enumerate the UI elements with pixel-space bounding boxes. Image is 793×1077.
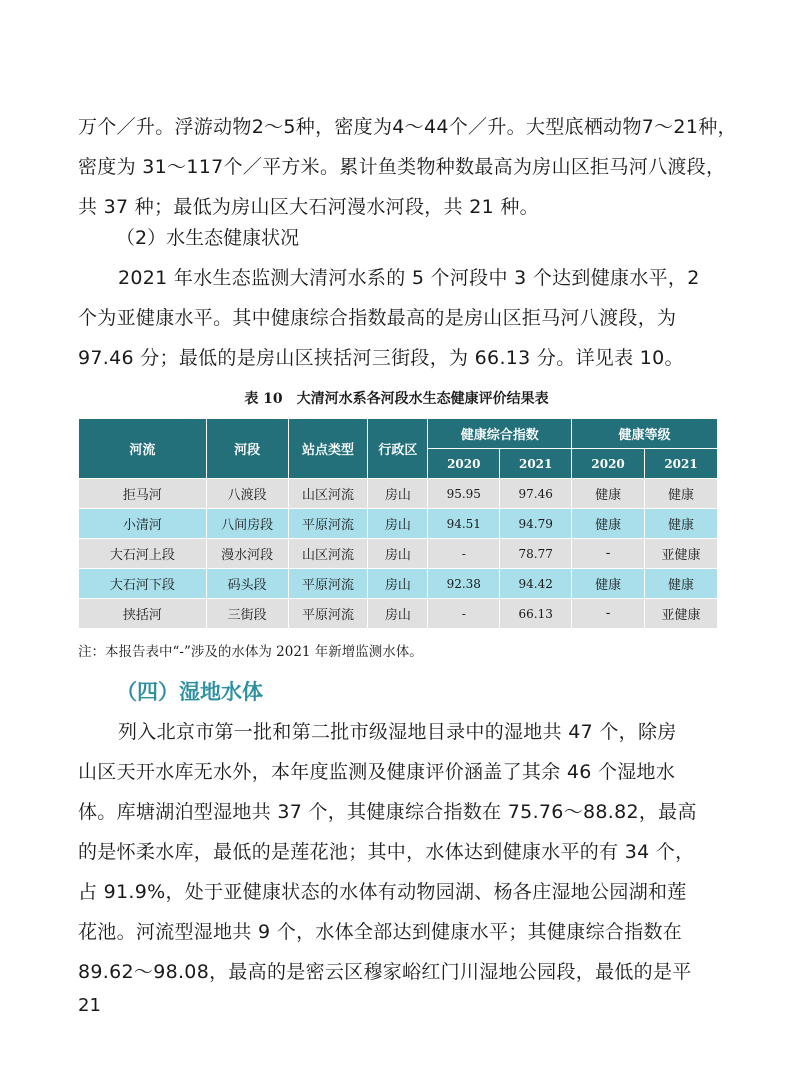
paragraph-plankton-benthos [78,107,737,227]
table-row [79,479,718,509]
cell-index-2020: - [428,599,500,629]
header-grade-2020: 2020 [572,449,645,479]
cell-section: 八间房段 [206,509,288,539]
header-grade-2021: 2021 [645,449,718,479]
table-row [79,509,718,539]
cell-river: 拒马河 [79,479,207,509]
header-district: 行政区 [368,419,428,479]
cell-section: 八渡段 [206,479,288,509]
header-river: 河流 [79,419,207,479]
table-caption: 表 10 大清河水系各河段水生态健康评价结果表 [244,391,549,407]
cell-section: 码头段 [206,569,288,599]
cell-index-2021: 66.13 [500,599,572,629]
cell-index-2020: 95.95 [428,479,500,509]
subheading-eco-health: （2）水生态健康状况 [116,227,300,249]
text-line: 山区天开水库无水外，本年度监测及健康评价涵盖了其余 46 个湿地水 [78,761,676,783]
cell-district: 房山 [368,569,428,599]
header-health-index: 健康综合指数 [428,419,572,449]
cell-district: 房山 [368,539,428,569]
paragraph-eco-health [78,258,718,378]
cell-grade-2020: 健康 [572,569,645,599]
text-line: 个为亚健康水平。其中健康综合指数最高的是房山区拒马河八渡段，为 [78,307,677,329]
cell-grade-2020: 健康 [572,509,645,539]
text-line: 的是怀柔水库，最低的是莲花池；其中，水体达到健康水平的有 34 个， [78,841,695,863]
cell-grade-2021: 亚健康 [645,539,718,569]
page-number: 21 [78,995,101,1016]
text-line: 万个／升。浮游动物2～5种，密度为4～44个／升。大型底栖动物7～21种， [78,116,737,138]
text-line: 体。库塘湖泊型湿地共 37 个，其健康综合指数在 75.76～88.82，最高 [78,801,697,823]
header-index-2020: 2020 [428,449,500,479]
cell-index-2021: 94.42 [500,569,572,599]
cell-grade-2020: - [572,539,645,569]
health-evaluation-table [78,418,718,629]
cell-district: 房山 [368,479,428,509]
cell-district: 房山 [368,509,428,539]
table-row [79,539,718,569]
cell-district: 房山 [368,599,428,629]
cell-river: 大石河下段 [79,569,207,599]
header-site-type: 站点类型 [288,419,368,479]
text-line: 占 91.9%，处于亚健康状态的水体有动物园湖、杨各庄湿地公园湖和莲 [78,881,687,903]
text-line: 89.62～98.08，最高的是密云区穆家峪红门川湿地公园段，最低的是平 [78,961,692,983]
text-line: 列入北京市第一批和第二批市级湿地目录中的湿地共 47 个，除房 [118,721,677,743]
cell-site-type: 山区河流 [288,479,368,509]
cell-river: 小清河 [79,509,207,539]
cell-index-2020: 94.51 [428,509,500,539]
text-line: 花池。河流型湿地共 9 个，水体全部达到健康水平；其健康综合指数在 [78,921,683,943]
cell-site-type: 平原河流 [288,509,368,539]
text-line: 密度为 31～117个／平方米。累计鱼类物种数最高为房山区拒马河八渡段， [78,156,726,178]
cell-index-2021: 97.46 [500,479,572,509]
cell-grade-2021: 健康 [645,569,718,599]
cell-index-2020: 92.38 [428,569,500,599]
cell-section: 三街段 [206,599,288,629]
cell-site-type: 平原河流 [288,569,368,599]
cell-grade-2021: 健康 [645,479,718,509]
cell-index-2021: 78.77 [500,539,572,569]
text-line: 97.46 分；最低的是房山区挟括河三街段，为 66.13 分。详见表 10。 [78,347,684,369]
cell-index-2020: - [428,539,500,569]
cell-river: 大石河上段 [79,539,207,569]
table-note: 注：本报告表中“-”涉及的水体为 2021 年新增监测水体。 [78,644,423,660]
header-section: 河段 [206,419,288,479]
text-line: 共 37 种；最低为房山区大石河漫水河段，共 21 种。 [78,196,539,218]
cell-grade-2021: 健康 [645,509,718,539]
cell-site-type: 山区河流 [288,539,368,569]
table-row [79,569,718,599]
header-health-grade: 健康等级 [572,419,718,449]
section-heading-wetlands: （四）湿地水体 [116,680,263,704]
paragraph-wetlands [78,712,718,992]
cell-section: 漫水河段 [206,539,288,569]
header-index-2021: 2021 [500,449,572,479]
cell-site-type: 平原河流 [288,599,368,629]
table-row [79,599,718,629]
cell-grade-2020: - [572,599,645,629]
cell-grade-2021: 亚健康 [645,599,718,629]
cell-index-2021: 94.79 [500,509,572,539]
cell-river: 挟括河 [79,599,207,629]
text-line: 2021 年水生态监测大清河水系的 5 个河段中 3 个达到健康水平，2 [118,267,700,289]
cell-grade-2020: 健康 [572,479,645,509]
